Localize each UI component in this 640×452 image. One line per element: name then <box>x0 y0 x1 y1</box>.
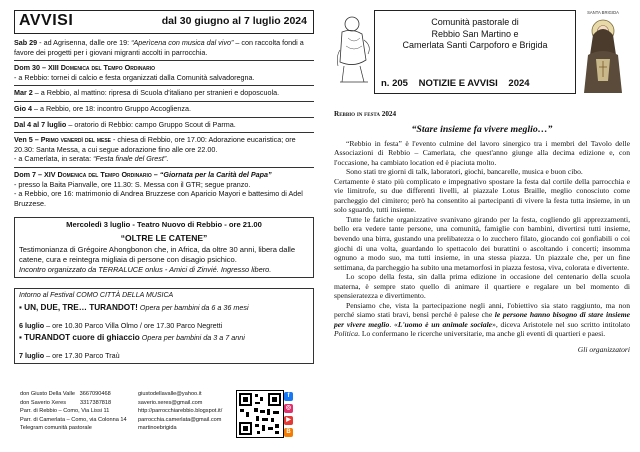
contact-phone: 3667090468 <box>79 391 111 397</box>
email-link[interactable]: saverio.xeres@gmail.com <box>138 399 203 406</box>
saint-martin-illustration <box>334 10 374 86</box>
notice-text: - a Camerlata, in serata: <box>14 154 94 164</box>
opera-title: ▪ UN, DUE, TRE… TURANDOT! <box>19 302 138 312</box>
blogger-icon[interactable]: B <box>284 428 293 437</box>
event-description: Testimonianza di Grégoire Ahongbonon che, in Africa, da oltre 30 anni, libera dalle catene, cura e reintegra migliaia di persone con disagio psichico. <box>19 244 296 264</box>
notice-text: – oratorio di Rebbio: campo Gruppo Scout di Parma. <box>66 119 236 129</box>
emphasis-text: le persone hanno bisogno di stare insieme per vivere meglio <box>334 310 631 329</box>
place-text: – ore 10.30 Parco Villa Olmo / ore 17.30 Parco Negretti <box>44 321 223 331</box>
article-section: Rebbio in festa 2024 <box>334 110 397 118</box>
contact-phone: 3317387818 <box>80 399 112 406</box>
blog-link[interactable]: http://parrocchiarebbio.blogspot.it/ <box>138 408 223 415</box>
contact-row <box>20 390 150 399</box>
event-name: “Festa finale del Grest” <box>93 154 167 164</box>
contact-row <box>20 399 150 408</box>
avvisi-column <box>14 10 314 364</box>
liturgy-title: – XIV Domenica del Tempo Ordinario – <box>35 169 160 179</box>
liturgy-title: – XIII Domenica del Tempo Ordinario <box>39 63 155 73</box>
parish-line: Rebbio San Martino e <box>431 28 519 39</box>
festival-heading: Intorno al Festival COMO CITTÀ DELLA MUSICA <box>19 291 174 299</box>
opera-subtitle: Opera per bambini da 6 a 36 mesi <box>137 302 249 312</box>
issue-number: n. 205 <box>381 78 408 89</box>
festival-event-2 <box>19 333 309 344</box>
paragraph-text: . Lo confermano le ricerche universitarie, ma anche gli eventi di quartieri e paesi. <box>358 329 606 339</box>
article-paragraph: Sono stati tre giorni di talk, laboratori, giochi, bancarelle, musica e buon cibo. <box>346 167 583 177</box>
notice-dal4 <box>14 120 314 130</box>
festival-event-2-when <box>19 351 309 361</box>
youtube-icon[interactable]: ▶ <box>284 416 293 425</box>
event-organizer: Incontro organizzato da TERRALUCE onlus - Amici di Zinvié. Ingresso libero. <box>19 264 272 274</box>
issue-line <box>381 78 569 89</box>
paragraph-text: », diceva Aristotele nel suo scritto intitolato <box>492 319 631 329</box>
email-link[interactable]: giustodellavalle@yahoo.it <box>138 391 202 397</box>
event-name: “Aperìcena con musica dal vivo” <box>131 38 234 47</box>
opera-subtitle: Opera per bambini da 3 a 7 anni <box>139 332 245 342</box>
contact-row <box>20 416 150 425</box>
contact-row <box>20 424 150 433</box>
contact-name: Parr. di Rebbio – Como, Via Lissi 11 <box>20 408 110 415</box>
contacts-emails <box>138 390 223 433</box>
opera-title: ▪ TURANDOT cuore di ghiaccio <box>19 332 140 342</box>
qr-code-graphic <box>237 391 283 437</box>
contact-name: Telegram comunità pastorale <box>20 425 92 432</box>
page-title: AVVISI <box>19 12 74 29</box>
notice-text: – a Rebbio, ore 18: incontro Gruppo Accoglienza. <box>31 103 192 113</box>
event-title: “OLTRE LE CATENE” <box>120 232 208 243</box>
contact-name: Parr. di Camerlata – Como, via Colonna 14 <box>20 416 127 423</box>
notice-text: - chiesa di Rebbio, ore 17.00: Adorazione eucaristica; ore 20.30: Santa Messa, a cui segue adorazione fino alle ore 22.00. <box>14 135 296 154</box>
issue-year: 2024 <box>508 78 530 89</box>
notice-text: – con raccolta fondi a favore dei progetti per i giovani migranti accolti in parrocchia. <box>14 38 304 57</box>
issue-heading: NOTIZIE E AVVISI <box>418 78 498 89</box>
notice-dom30 <box>14 63 314 73</box>
notice-text: – a Rebbio, al mattino: ripresa di Scuola d'italiano per stranieri e doposcuola. <box>32 88 280 98</box>
notice-text: - a Rebbio: tornei di calcio e festa organizzati dalla Comunità salvadoregna. <box>14 72 255 82</box>
festival-box <box>14 288 314 364</box>
contacts-names <box>20 390 150 433</box>
notice-list <box>14 38 314 208</box>
paragraph-text: Pensiamo che, vista la partecipazione negli anni, l'obiettivo sia stato raggiunto, ma non perché siamo stati bravi, bensì perché è palese che <box>334 300 630 320</box>
header-dates: dal 30 giugno al 7 luglio 2024 <box>161 15 307 27</box>
notice-text: . <box>166 154 169 164</box>
community-line: Comunità pastorale di <box>431 17 519 27</box>
saint-brigid-icon <box>578 15 628 95</box>
facebook-icon[interactable]: f <box>284 392 293 401</box>
event-name: “Giornata per la Carità del Papa” <box>159 169 272 179</box>
emphasis-text: L'uomo è un animale sociale <box>397 319 493 329</box>
article-paragraph: Lo scopo della festa, sin dalla prima edizione in occasione del centenario della scuola materna, è sempre stato quello di animare il quartiere e regalare un bel momento di spensieratezza e divertimento. <box>334 272 630 301</box>
contact-row <box>20 407 150 416</box>
contact-name: don Saverio Xeres <box>20 399 67 406</box>
divider <box>14 85 314 86</box>
place-text: – ore 17.30 Parco Traù <box>44 351 120 361</box>
divider <box>14 167 314 168</box>
parish-line: Camerlata Santi Carpoforo e Brigida <box>402 40 548 50</box>
day-label: Mar 2 <box>14 88 33 98</box>
article-paragraph: “Rebbio in festa” è l'evento culmine del lavoro sinergico tra i membri del Tavolo delle Associazioni di Rebbio – Camerlata, che quest'anno giunge alla decima edizione e, con l'occasione, ha cambiato location ed è piaciuta molto. <box>334 138 630 167</box>
day-label: Dal 4 al 7 luglio <box>14 119 67 129</box>
notice-text: - ad Agrisenna, dalle ore 19: <box>37 38 132 47</box>
qr-code[interactable] <box>236 390 284 438</box>
saint-brigid-illustration <box>578 10 628 96</box>
day-label: Dom 30 <box>14 63 40 73</box>
day-label: Ven 5 <box>14 135 33 145</box>
article <box>334 110 630 354</box>
divider <box>14 60 314 61</box>
notice-sab29 <box>14 38 314 57</box>
contact-name: don Giusto Della Valle <box>20 391 75 397</box>
notice-ven5 <box>14 135 314 154</box>
divider <box>14 101 314 102</box>
day-label: Gio 4 <box>14 103 32 113</box>
notice-mar2 <box>14 88 314 98</box>
article-title: “Stare insieme fa vivere meglio…” <box>411 123 553 135</box>
divider <box>14 132 314 133</box>
notice-dom7 <box>14 170 314 180</box>
day-label: Dom 7 <box>14 169 36 179</box>
avvisi-header <box>14 10 314 34</box>
article-paragraph <box>334 301 630 339</box>
liturgy-title: – Primo venerdì del mese <box>32 135 112 145</box>
festival-event-1-when <box>19 321 309 331</box>
festival-event-1 <box>19 303 309 314</box>
date-label: 6 luglio <box>19 321 45 331</box>
community-title <box>375 17 575 52</box>
instagram-icon[interactable]: ◎ <box>285 405 292 411</box>
event-box-catene <box>14 217 314 278</box>
social-icons <box>284 392 293 440</box>
notice-ven5-grest <box>14 154 314 164</box>
date-label: 7 luglio <box>19 351 45 361</box>
divider <box>14 117 314 118</box>
article-paragraph: Tutte le fatiche organizzative svanivano girando per la festa, cogliendo gli apprezzamenti, bello era vedere tante persone, una comunità, famiglie con bambini, divertirsi tutti insieme, bevendo una birra, gustando una prelibatezza o lo zucchero filato, giocando coi gonfiabili o coi giochi di una volta, guardando lo spettacolo dei burattini o ascoltando i concerti; insomma ognuno a modo suo, ma tutti insieme, in una stessa piazza. Un piazzale che, per un fine settimana, da parcheggio ha subito una metamorfosi in piazza festosa, viva, colorata e divertente. <box>334 214 630 272</box>
event-heading: Mercoledì 3 luglio - Teatro Nuovo di Rebbio - ore 21.00 <box>66 220 262 230</box>
book-title: Politica <box>334 329 359 339</box>
day-label: Sab 29 <box>14 38 38 47</box>
article-signature: Gli organizzatori <box>577 345 630 355</box>
saint-caption: SANTA BRIGIDA <box>587 10 619 15</box>
newsletter-masthead <box>374 10 576 94</box>
paragraph-text: . « <box>389 319 398 329</box>
notice-gio4 <box>14 104 314 114</box>
telegram-handle[interactable]: martinoebrigida <box>138 425 177 432</box>
notice-text: - a Rebbio, ore 16: matrimonio di Andrea Bruzzese con Aparicio Mayori e battesimo di Adel Bruzzese. <box>14 189 303 208</box>
article-paragraph: Certamente è stato più complicato e impegnativo spostare la festa dal cortile della parrocchia e vie limitrofe, su due differenti livelli, al piazzale Lotus Braille, meglio conosciuto come parcheggio del cimitero; però ha consentito ai partecipanti di vivere la festa tutta insieme, in un solo sguardo, tutti insieme. <box>334 176 630 215</box>
notice-text: - presso la Baita Pianvalle, ore 11.30: S. Messa con il GTR; segue pranzo. <box>14 179 251 189</box>
email-link[interactable]: parrocchia.camerlata@gmail.com <box>138 416 222 423</box>
